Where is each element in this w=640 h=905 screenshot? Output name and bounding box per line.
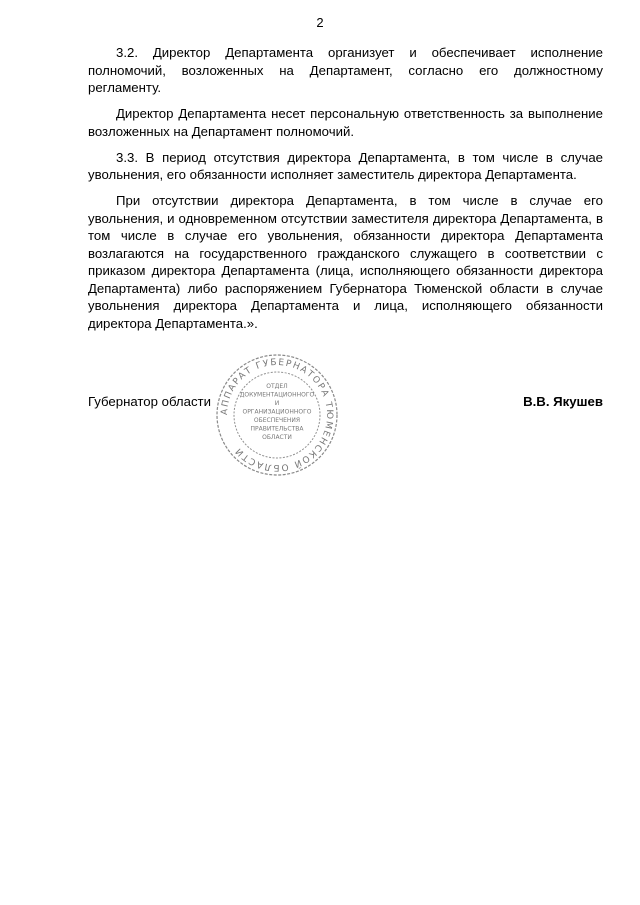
signer-position: Губернатор области [88,394,211,409]
stamp-inner-line: ПРАВИТЕЛЬСТВА [250,425,304,433]
paragraph-absence: При отсутствии директора Департамента, в том числе в случае его увольнения, и одновременном отсутствии заместителя директора Департамента, в том числе в случае его увольнения, обязанности директора Департамента возлагаются на государственного гражданского служащего в соответствии с приказом директора Департамента (лица, исполняющего обязанности директора Департамента) либо распоряжением Губернатора Тюменской области в случае увольнения директора Департамента и лица, исполняющего обязанности директора Департамента.». [88,193,603,331]
stamp-inner-line: ДОКУМЕНТАЦИОННОГО [239,391,315,399]
page-number: 2 [316,15,324,30]
stamp-inner-line: ОБЛАСТИ [262,434,292,441]
stamp-inner-line: ОБЕСПЕЧЕНИЯ [253,417,301,424]
stamp-ring-text: АППАРАТ ГУБЕРНАТОРА ТЮМЕНСКОЙ ОБЛАСТИ [219,357,335,473]
signer-name: В.В. Якушев [523,394,603,409]
paragraph-3-2: 3.2. Директор Департамента организует и обеспечивает исполнение полномочий, возложенных на Департамент, согласно его должностному регламенту. [88,45,603,95]
signature-block [88,391,603,414]
official-seal-stamp [214,352,340,478]
paragraph-3-3: 3.3. В период отсутствия директора Департамента, в том числе в случае увольнения, его обязанности исполняет заместитель директора Департамента. [88,149,603,182]
stamp-inner-line: ОРГАНИЗАЦИОННОГО [242,408,312,416]
document-body [88,44,603,341]
stamp-inner-line: ОТДЕЛ [266,383,288,390]
paragraph-responsibility: Директор Департамента несет персональную ответственность за выполнение возложенных на Департамент полномочий. [88,106,603,139]
stamp-inner-line: И [274,400,280,407]
